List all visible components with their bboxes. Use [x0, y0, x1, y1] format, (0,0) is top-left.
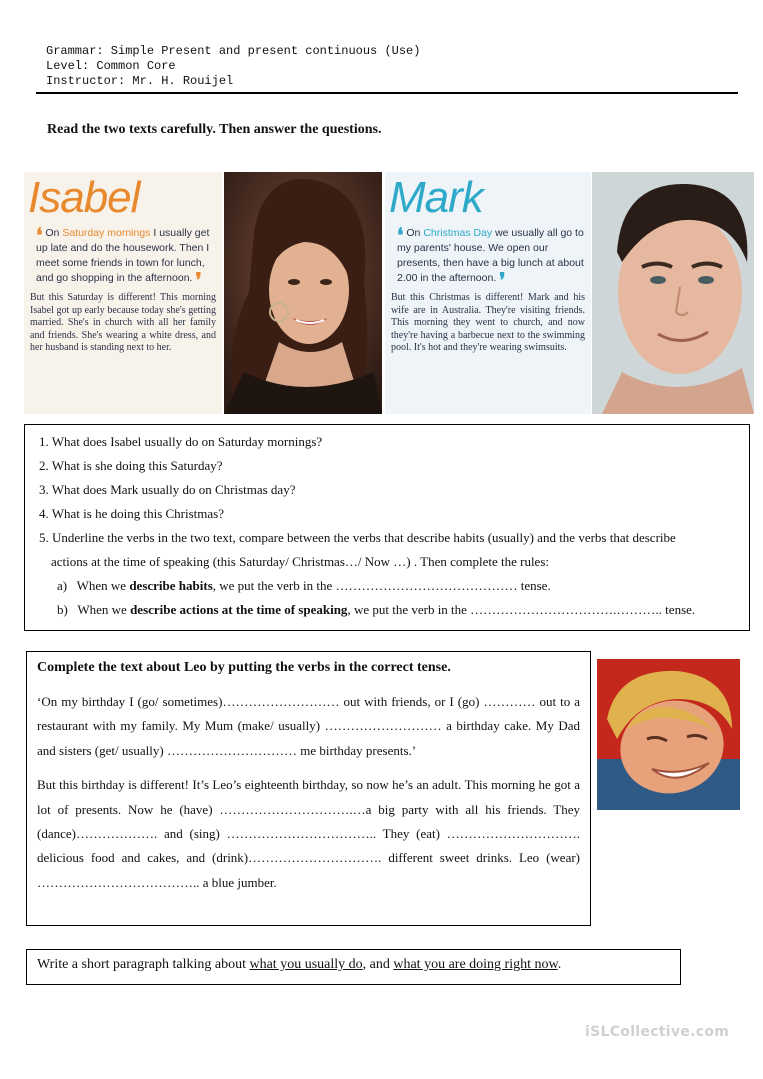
isabel-photo — [224, 172, 382, 414]
question-3: 3. What does Mark usually do on Christmas day? — [39, 482, 296, 497]
leo-title: Complete the text about Leo by putting the verbs in the correct tense. — [37, 660, 451, 675]
rule-b: b) When we describe actions at the time of speaking, we put the verb in the …………………………….……….. tense. — [57, 602, 696, 617]
isabel-quote-highlight: Saturday mornings — [62, 227, 151, 239]
mark-text-panel — [385, 172, 591, 414]
open-quote-icon: ❛ — [36, 225, 43, 247]
isabel-name: Isabel — [28, 173, 140, 222]
worksheet-header — [36, 44, 736, 89]
mark-name: Mark — [389, 173, 483, 222]
question-4: 4. What is he doing this Christmas? — [39, 506, 224, 521]
writing-underline-2: what you are doing right now — [393, 957, 558, 972]
leo-photo — [597, 659, 740, 810]
isabel-story: But this Saturday is different! This morning Isabel got up early because today she's getting married. She's in church with all her family and friends. She's wearing a white dress, and her husband is standing next to her. — [30, 292, 216, 354]
mark-quote-highlight: Christmas Day — [423, 227, 493, 239]
instructor-line: Instructor: Mr. H. Rouijel — [46, 74, 234, 88]
leo-exercise-box — [26, 651, 591, 926]
watermark: iSLCollective.com — [585, 1024, 730, 1040]
header-divider — [36, 92, 738, 94]
open-quote-icon: ❛ — [397, 225, 404, 247]
mark-story: But this Christmas is different! Mark and his wife are in Australia. They're visiting friends. This morning they went to church, and now they're having a barbecue next to the swimming pool. It's hot and they're wearing swimsuits. — [391, 292, 585, 354]
question-5-line-2: actions at the time of speaking (this Saturday/ Christmas…/ Now …) . Then complete the rules: — [51, 554, 549, 569]
questions-box — [24, 424, 750, 631]
mark-quote: ❛ On Christmas Day we usually all go to my parents' house. We open our presents, then have a big lunch at about 2.00 in the afternoon. ❜ — [397, 225, 584, 292]
leo-paragraph-2: But this birthday is different! It’s Leo’s eighteenth birthday, so now he’s an adult. This morning he got a lot of presents. Now he (have) ………………………….…a big party with all his friends. They (dance)………………. and (sing) …………………………….. They (eat) …………………………. delicious food and cakes, and (drink)…………………………. different sweet drinks. Leo (wear) ……………………………….. a blue jumber. — [37, 777, 580, 890]
level-line: Level: Common Core — [46, 59, 176, 73]
mark-photo — [592, 172, 754, 414]
question-2: 2. What is she doing this Saturday? — [39, 458, 223, 473]
question-1: 1. What does Isabel usually do on Saturday mornings? — [39, 434, 323, 449]
close-quote-icon: ❜ — [499, 270, 506, 292]
rule-a: a) When we describe habits, we put the verb in the …………………………………… tense. — [57, 578, 551, 593]
leo-paragraph-1: ‘On my birthday I (go/ sometimes)……………………… out with friends, or I (go) ………… out to a restaurant with my family. My Mum (make/ usually) ……………………… a birthday cake. My Dad and sisters (get/ usually) ………………………… me birthday presents.’ — [37, 694, 580, 758]
close-quote-icon: ❜ — [195, 270, 202, 292]
rule-b-bold: describe actions at the time of speaking — [130, 602, 348, 617]
reading-instructions: Read the two texts carefully. Then answer the questions. — [47, 122, 382, 137]
question-5-line-1: 5. Underline the verbs in the two text, compare between the verbs that describe habits (usually) and the verbs that describe — [39, 530, 676, 545]
writing-underline-1: what you usually do — [249, 957, 363, 972]
writing-task-box: Write a short paragraph talking about what you usually do, and what you are doing right now. — [26, 949, 681, 985]
rule-a-bold: describe habits — [129, 578, 213, 593]
grammar-line: Grammar: Simple Present and present continuous (Use) — [46, 44, 421, 58]
isabel-text-panel — [24, 172, 222, 414]
isabel-quote: ❛ On Saturday mornings I usually get up late and do the housework. Then I meet some friends in town for lunch, and go shopping in the afternoon. ❜ — [36, 225, 210, 292]
